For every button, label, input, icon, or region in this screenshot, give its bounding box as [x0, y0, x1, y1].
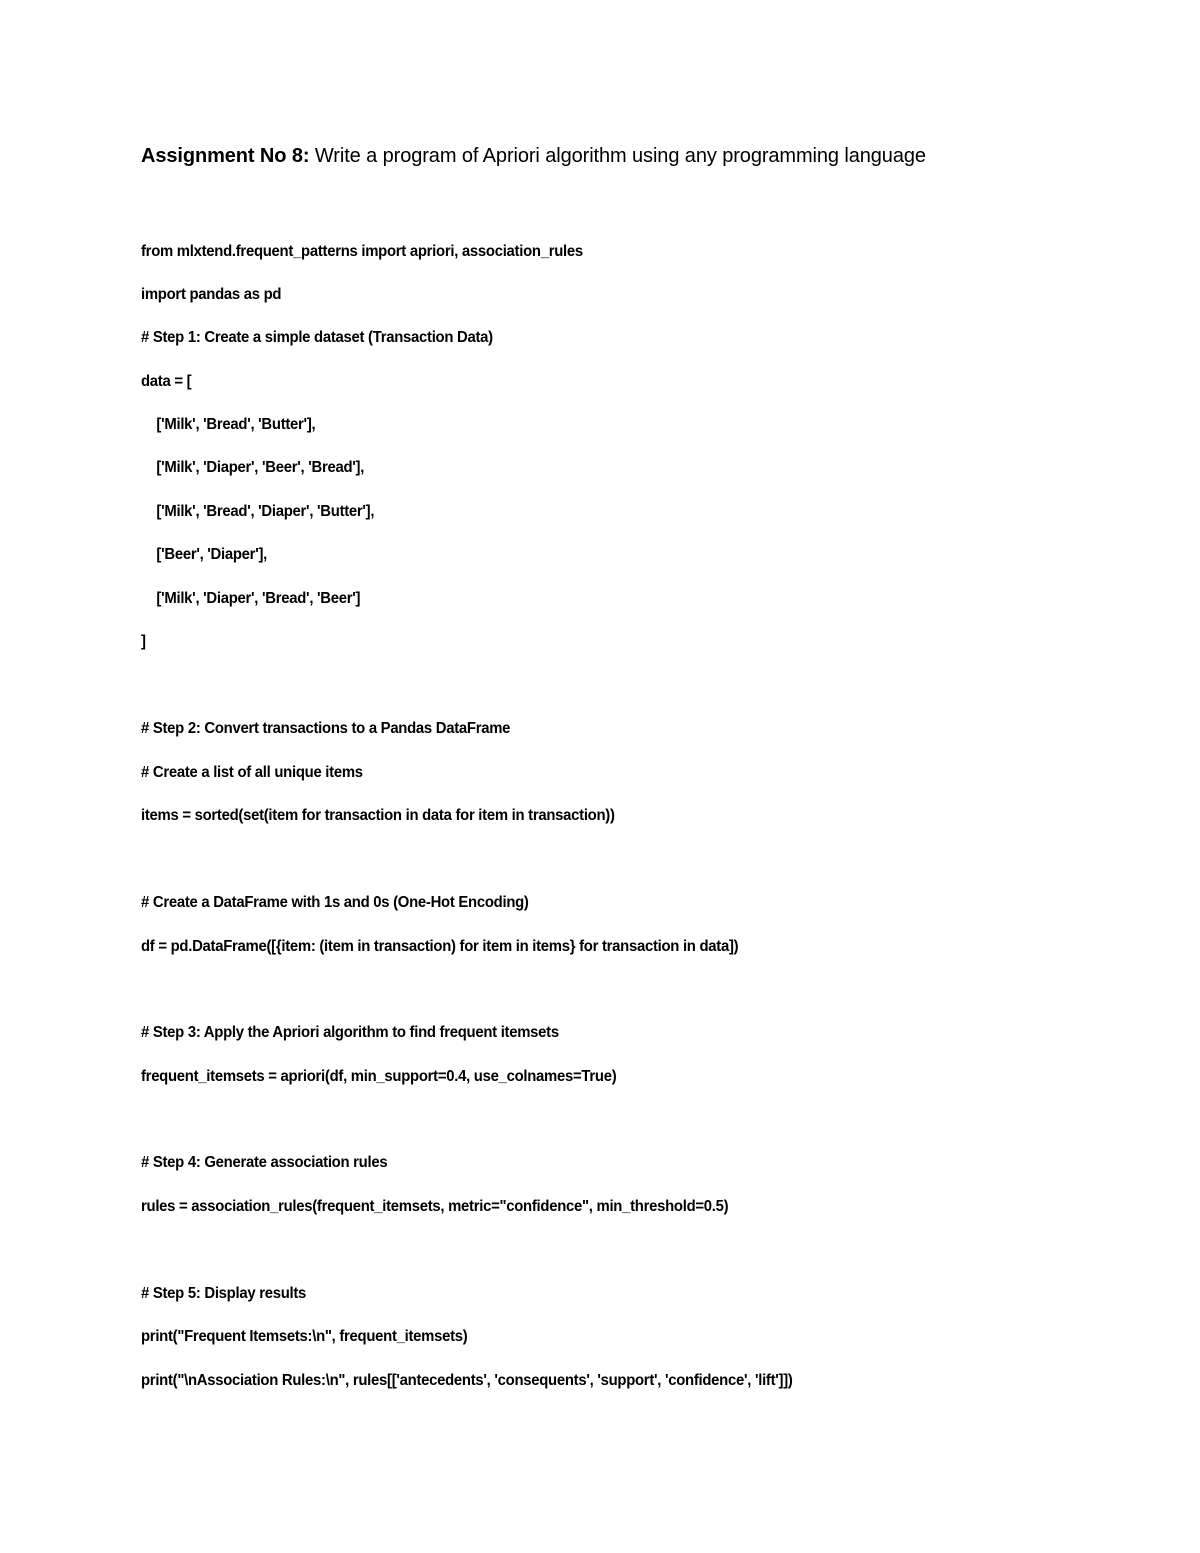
code-line-transaction-3: ['Milk', 'Bread', 'Diaper', 'Butter'], — [141, 503, 375, 520]
code-line-step4-comment: # Step 4: Generate association rules — [141, 1154, 388, 1171]
assignment-title-text: Write a program of Apriori algorithm using any programming language — [309, 145, 926, 167]
code-line-data-close: ] — [141, 633, 146, 650]
code-line-transaction-2: ['Milk', 'Diaper', 'Beer', 'Bread'], — [141, 459, 365, 476]
code-line-transaction-4: ['Beer', 'Diaper'], — [141, 546, 267, 563]
code-line-unique-items-comment: # Create a list of all unique items — [141, 764, 363, 781]
code-line-step3-comment: # Step 3: Apply the Apriori algorithm to find frequent itemsets — [141, 1024, 559, 1041]
assignment-title-prefix: Assignment No 8: — [141, 145, 310, 167]
code-line-transaction-5: ['Milk', 'Diaper', 'Bread', 'Beer'] — [141, 590, 361, 607]
code-line-items-assignment: items = sorted(set(item for transaction in data for item in transaction)) — [141, 807, 615, 824]
code-line-import-pandas: import pandas as pd — [141, 286, 282, 303]
code-line-step5-comment: # Step 5: Display results — [141, 1285, 307, 1302]
code-line-dataframe-assignment: df = pd.DataFrame([{item: (item in transaction) for item in items} for transaction in data]) — [141, 938, 739, 955]
code-line-one-hot-comment: # Create a DataFrame with 1s and 0s (One-Hot Encoding) — [141, 894, 529, 911]
code-line-apriori-call: frequent_itemsets = apriori(df, min_support=0.4, use_colnames=True) — [141, 1068, 617, 1085]
assignment-title — [141, 142, 926, 170]
code-line-step1-comment: # Step 1: Create a simple dataset (Transaction Data) — [141, 329, 493, 346]
code-line-data-open: data = [ — [141, 373, 192, 390]
code-line-step2-comment: # Step 2: Convert transactions to a Pandas DataFrame — [141, 720, 511, 737]
code-line-association-rules-call: rules = association_rules(frequent_itemsets, metric="confidence", min_threshold=0.5) — [141, 1198, 729, 1215]
code-line-print-association-rules: print("\nAssociation Rules:\n", rules[['antecedents', 'consequents', 'support', 'confidence', 'lift']]) — [141, 1372, 793, 1389]
code-line-transaction-1: ['Milk', 'Bread', 'Butter'], — [141, 416, 316, 433]
code-line-import-mlxtend: from mlxtend.frequent_patterns import apriori, association_rules — [141, 243, 583, 260]
code-line-print-frequent-itemsets: print("Frequent Itemsets:\n", frequent_itemsets) — [141, 1328, 468, 1345]
